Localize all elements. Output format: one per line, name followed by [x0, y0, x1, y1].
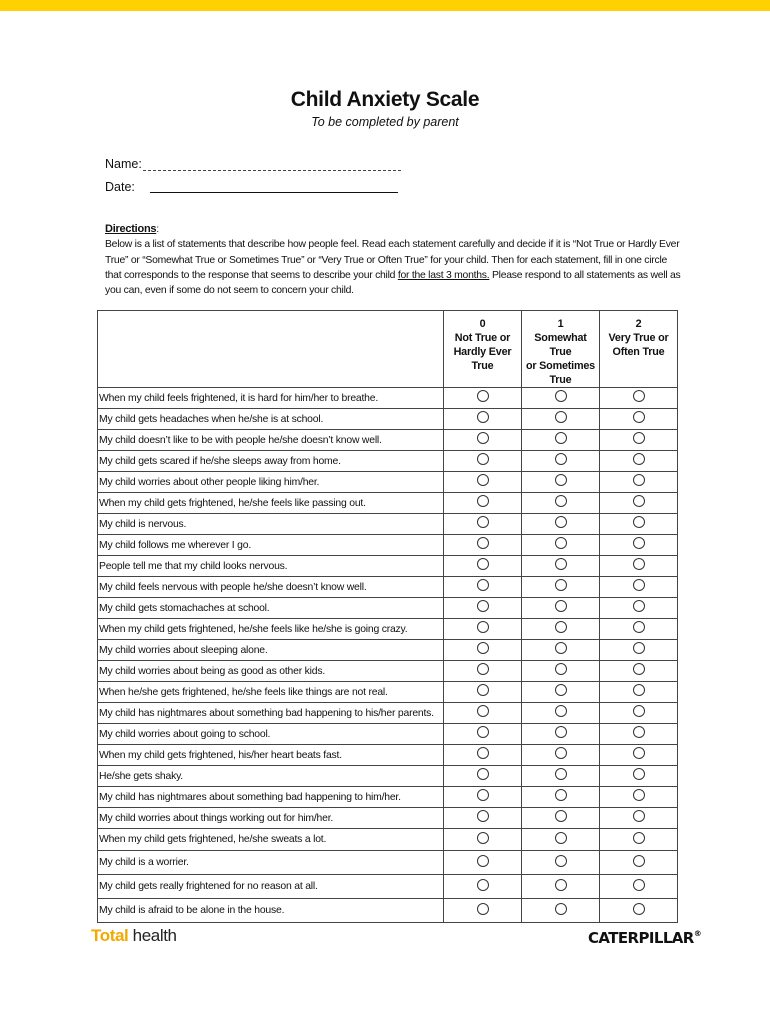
column-header-1 [522, 311, 600, 388]
option-cell-0 [444, 703, 522, 724]
column-header-2 [600, 311, 678, 388]
option-cell-2 [600, 829, 678, 851]
response-radio-1[interactable] [555, 579, 567, 591]
column-label-line: True [471, 360, 494, 372]
table-row [98, 851, 678, 875]
logo-registered-mark: ® [693, 929, 702, 938]
option-cell-1 [522, 851, 600, 875]
statement-text: When my child gets frightened, his/her heart beats fast. [98, 745, 444, 766]
column-value: 0 [479, 318, 486, 330]
response-radio-1[interactable] [555, 684, 567, 696]
option-cell-2 [600, 493, 678, 514]
response-radio-2[interactable] [633, 537, 645, 549]
option-cell-0 [444, 899, 522, 923]
response-radio-2[interactable] [633, 810, 645, 822]
statement-text: My child is nervous. [98, 514, 444, 535]
option-cell-1 [522, 745, 600, 766]
response-radio-2[interactable] [633, 579, 645, 591]
statement-text: My child gets headaches when he/she is at school. [98, 409, 444, 430]
statement-text: My child has nightmares about something bad happening to him/her. [98, 787, 444, 808]
response-radio-2[interactable] [633, 789, 645, 801]
response-radio-0[interactable] [477, 390, 489, 402]
anxiety-scale-table [97, 310, 678, 923]
directions-text-part2: Please respond to all statements as well as you can, even if some do not seem to concern your child. [105, 269, 681, 297]
option-cell-1 [522, 598, 600, 619]
option-cell-1 [522, 451, 600, 472]
table-row [98, 745, 678, 766]
response-radio-0[interactable] [477, 411, 489, 423]
option-cell-2 [600, 808, 678, 829]
response-radio-0[interactable] [477, 705, 489, 717]
response-radio-2[interactable] [633, 411, 645, 423]
option-cell-2 [600, 409, 678, 430]
table-row [98, 493, 678, 514]
response-radio-2[interactable] [633, 684, 645, 696]
response-radio-0[interactable] [477, 600, 489, 612]
response-radio-0[interactable] [477, 768, 489, 780]
name-field-line[interactable] [143, 170, 401, 171]
table-row [98, 899, 678, 923]
table-header-row [98, 311, 678, 388]
date-label: Date: [105, 180, 135, 194]
response-radio-0[interactable] [477, 453, 489, 465]
option-cell-0 [444, 766, 522, 787]
statement-text: My child gets really frightened for no reason at all. [98, 875, 444, 899]
response-radio-1[interactable] [555, 390, 567, 402]
table-row [98, 598, 678, 619]
column-value: 2 [635, 318, 642, 330]
response-radio-2[interactable] [633, 663, 645, 675]
logo-cat-text: CAT [588, 929, 618, 947]
option-cell-2 [600, 556, 678, 577]
logo-total-text: Total [91, 926, 129, 945]
table-row [98, 703, 678, 724]
response-radio-2[interactable] [633, 855, 645, 867]
option-cell-1 [522, 703, 600, 724]
option-cell-2 [600, 703, 678, 724]
statement-text: My child gets stomachaches at school. [98, 598, 444, 619]
table-row [98, 388, 678, 409]
table-row [98, 577, 678, 598]
response-radio-1[interactable] [555, 495, 567, 507]
response-radio-1[interactable] [555, 789, 567, 801]
option-cell-2 [600, 766, 678, 787]
caterpillar-logo [588, 929, 701, 947]
response-radio-2[interactable] [633, 600, 645, 612]
table-row [98, 724, 678, 745]
response-radio-1[interactable] [555, 474, 567, 486]
option-cell-0 [444, 851, 522, 875]
response-radio-1[interactable] [555, 663, 567, 675]
option-cell-1 [522, 493, 600, 514]
response-radio-1[interactable] [555, 705, 567, 717]
response-radio-0[interactable] [477, 516, 489, 528]
option-cell-2 [600, 640, 678, 661]
option-cell-2 [600, 619, 678, 640]
option-cell-0 [444, 451, 522, 472]
response-radio-1[interactable] [555, 600, 567, 612]
response-radio-1[interactable] [555, 411, 567, 423]
statement-text: When my child gets frightened, he/she sweats a lot. [98, 829, 444, 851]
option-cell-0 [444, 661, 522, 682]
response-radio-1[interactable] [555, 903, 567, 915]
statement-text: My child worries about going to school. [98, 724, 444, 745]
statement-text: When my child feels frightened, it is hard for him/her to breathe. [98, 388, 444, 409]
option-cell-0 [444, 598, 522, 619]
option-cell-2 [600, 899, 678, 923]
option-cell-0 [444, 493, 522, 514]
directions-text [105, 237, 685, 298]
response-radio-1[interactable] [555, 855, 567, 867]
statement-text: My child follows me wherever I go. [98, 535, 444, 556]
response-radio-2[interactable] [633, 558, 645, 570]
column-label-line: True [549, 374, 572, 386]
column-label-line: Often True [612, 346, 665, 358]
response-radio-2[interactable] [633, 879, 645, 891]
directions-text-part1: Below is a list of statements that describe how people feel. Read each statement carefully and decide if it is “Not True or Hardly Ever True” or “Somewhat True or Sometimes True” or “Very True or Often True” for your child. Then for each statement, fill in one circle that corresponds to the response that seems to describe your child [105, 239, 680, 281]
option-cell-2 [600, 430, 678, 451]
name-label: Name: [105, 157, 142, 171]
column-label-line: Very True or [608, 332, 669, 344]
table-row [98, 535, 678, 556]
option-cell-2 [600, 661, 678, 682]
option-cell-0 [444, 875, 522, 899]
statement-text: People tell me that my child looks nervous. [98, 556, 444, 577]
response-radio-2[interactable] [633, 516, 645, 528]
option-cell-1 [522, 514, 600, 535]
response-radio-2[interactable] [633, 726, 645, 738]
option-cell-2 [600, 745, 678, 766]
column-label-line: or Sometimes [525, 360, 595, 372]
table-row [98, 514, 678, 535]
table-row [98, 829, 678, 851]
response-radio-2[interactable] [633, 832, 645, 844]
table-row [98, 430, 678, 451]
response-radio-0[interactable] [477, 537, 489, 549]
option-cell-2 [600, 535, 678, 556]
column-value: 1 [557, 318, 564, 330]
response-radio-0[interactable] [477, 579, 489, 591]
option-cell-1 [522, 409, 600, 430]
response-radio-1[interactable] [555, 516, 567, 528]
response-radio-1[interactable] [555, 453, 567, 465]
page-title: Child Anxiety Scale [290, 88, 480, 111]
response-radio-2[interactable] [633, 903, 645, 915]
option-cell-1 [522, 787, 600, 808]
option-cell-2 [600, 472, 678, 493]
table-row [98, 556, 678, 577]
option-cell-2 [600, 724, 678, 745]
option-cell-2 [600, 514, 678, 535]
option-cell-0 [444, 514, 522, 535]
option-cell-2 [600, 875, 678, 899]
column-label-line: Somewhat True [534, 332, 587, 358]
option-cell-1 [522, 766, 600, 787]
option-cell-0 [444, 535, 522, 556]
option-cell-1 [522, 875, 600, 899]
response-radio-2[interactable] [633, 768, 645, 780]
statement-text: When my child gets frightened, he/she feels like he/she is going crazy. [98, 619, 444, 640]
response-radio-0[interactable] [477, 432, 489, 444]
directions-text-underlined: for the last 3 months. [397, 269, 490, 281]
response-radio-1[interactable] [555, 621, 567, 633]
response-radio-0[interactable] [477, 495, 489, 507]
response-radio-0[interactable] [477, 558, 489, 570]
column-label-line: Not True or [454, 332, 511, 344]
table-row [98, 875, 678, 899]
statement-text: My child doesn’t like to be with people he/she doesn’t know well. [98, 430, 444, 451]
statement-text: My child has nightmares about something bad happening to his/her parents. [98, 703, 444, 724]
statement-text: My child feels nervous with people he/she doesn’t know well. [98, 577, 444, 598]
logo-health-text: health [128, 926, 177, 945]
option-cell-1 [522, 556, 600, 577]
option-cell-2 [600, 787, 678, 808]
directions-block [105, 222, 685, 298]
directions-heading: Directions [105, 223, 157, 235]
option-cell-2 [600, 598, 678, 619]
table-row [98, 640, 678, 661]
option-cell-2 [600, 451, 678, 472]
response-radio-1[interactable] [555, 768, 567, 780]
statement-text: When my child gets frightened, he/she feels like passing out. [98, 493, 444, 514]
option-cell-0 [444, 577, 522, 598]
response-radio-1[interactable] [555, 747, 567, 759]
top-accent-bar [0, 0, 770, 11]
option-cell-0 [444, 787, 522, 808]
response-radio-0[interactable] [477, 789, 489, 801]
table-row [98, 766, 678, 787]
response-radio-1[interactable] [555, 642, 567, 654]
option-cell-0 [444, 619, 522, 640]
option-cell-0 [444, 640, 522, 661]
response-radio-2[interactable] [633, 432, 645, 444]
column-header-0 [444, 311, 522, 388]
response-radio-0[interactable] [477, 642, 489, 654]
response-radio-2[interactable] [633, 495, 645, 507]
table-row [98, 661, 678, 682]
option-cell-0 [444, 472, 522, 493]
table-row [98, 451, 678, 472]
response-radio-1[interactable] [555, 832, 567, 844]
option-cell-1 [522, 661, 600, 682]
response-radio-2[interactable] [633, 390, 645, 402]
response-radio-0[interactable] [477, 474, 489, 486]
response-radio-2[interactable] [633, 642, 645, 654]
option-cell-0 [444, 808, 522, 829]
page-subtitle: To be completed by parent [311, 115, 459, 129]
option-cell-1 [522, 388, 600, 409]
statement-text: When he/she gets frightened, he/she feels like things are not real. [98, 682, 444, 703]
option-cell-2 [600, 388, 678, 409]
option-cell-1 [522, 472, 600, 493]
option-cell-1 [522, 640, 600, 661]
option-cell-1 [522, 682, 600, 703]
option-cell-1 [522, 619, 600, 640]
response-radio-1[interactable] [555, 726, 567, 738]
option-cell-1 [522, 577, 600, 598]
statement-rows [98, 388, 678, 923]
statement-text: My child worries about things working out for him/her. [98, 808, 444, 829]
option-cell-1 [522, 829, 600, 851]
table-row [98, 682, 678, 703]
table-row [98, 409, 678, 430]
response-radio-1[interactable] [555, 558, 567, 570]
option-cell-1 [522, 430, 600, 451]
directions-colon: : [156, 224, 159, 235]
response-radio-0[interactable] [477, 832, 489, 844]
response-radio-0[interactable] [477, 879, 489, 891]
response-radio-0[interactable] [477, 684, 489, 696]
option-cell-1 [522, 724, 600, 745]
total-health-logo [91, 926, 177, 946]
option-cell-1 [522, 808, 600, 829]
logo-erpillar-text: ERPILLAR [617, 929, 694, 947]
table-row [98, 619, 678, 640]
response-radio-0[interactable] [477, 663, 489, 675]
table-row [98, 472, 678, 493]
response-radio-2[interactable] [633, 747, 645, 759]
option-cell-0 [444, 409, 522, 430]
option-cell-1 [522, 899, 600, 923]
option-cell-0 [444, 682, 522, 703]
date-field-line[interactable] [150, 192, 398, 193]
response-radio-0[interactable] [477, 855, 489, 867]
response-radio-2[interactable] [633, 705, 645, 717]
statement-text: My child is afraid to be alone in the house. [98, 899, 444, 923]
option-cell-0 [444, 829, 522, 851]
option-cell-2 [600, 577, 678, 598]
response-radio-0[interactable] [477, 810, 489, 822]
response-radio-2[interactable] [633, 621, 645, 633]
option-cell-2 [600, 682, 678, 703]
response-radio-1[interactable] [555, 432, 567, 444]
item-header-cell [98, 311, 444, 388]
statement-text: My child is a worrier. [98, 851, 444, 875]
statement-text: My child gets scared if he/she sleeps away from home. [98, 451, 444, 472]
response-radio-0[interactable] [477, 621, 489, 633]
option-cell-0 [444, 556, 522, 577]
column-label-line: Hardly Ever [453, 346, 512, 358]
option-cell-0 [444, 430, 522, 451]
statement-text: My child worries about other people liking him/her. [98, 472, 444, 493]
table-row [98, 808, 678, 829]
response-radio-1[interactable] [555, 810, 567, 822]
statement-text: My child worries about being as good as other kids. [98, 661, 444, 682]
option-cell-0 [444, 745, 522, 766]
response-radio-0[interactable] [477, 726, 489, 738]
response-radio-2[interactable] [633, 453, 645, 465]
response-radio-0[interactable] [477, 903, 489, 915]
option-cell-0 [444, 724, 522, 745]
option-cell-1 [522, 535, 600, 556]
response-radio-1[interactable] [555, 537, 567, 549]
table-row [98, 787, 678, 808]
response-radio-0[interactable] [477, 747, 489, 759]
statement-text: He/she gets shaky. [98, 766, 444, 787]
response-radio-2[interactable] [633, 474, 645, 486]
option-cell-2 [600, 851, 678, 875]
option-cell-0 [444, 388, 522, 409]
response-radio-1[interactable] [555, 879, 567, 891]
statement-text: My child worries about sleeping alone. [98, 640, 444, 661]
